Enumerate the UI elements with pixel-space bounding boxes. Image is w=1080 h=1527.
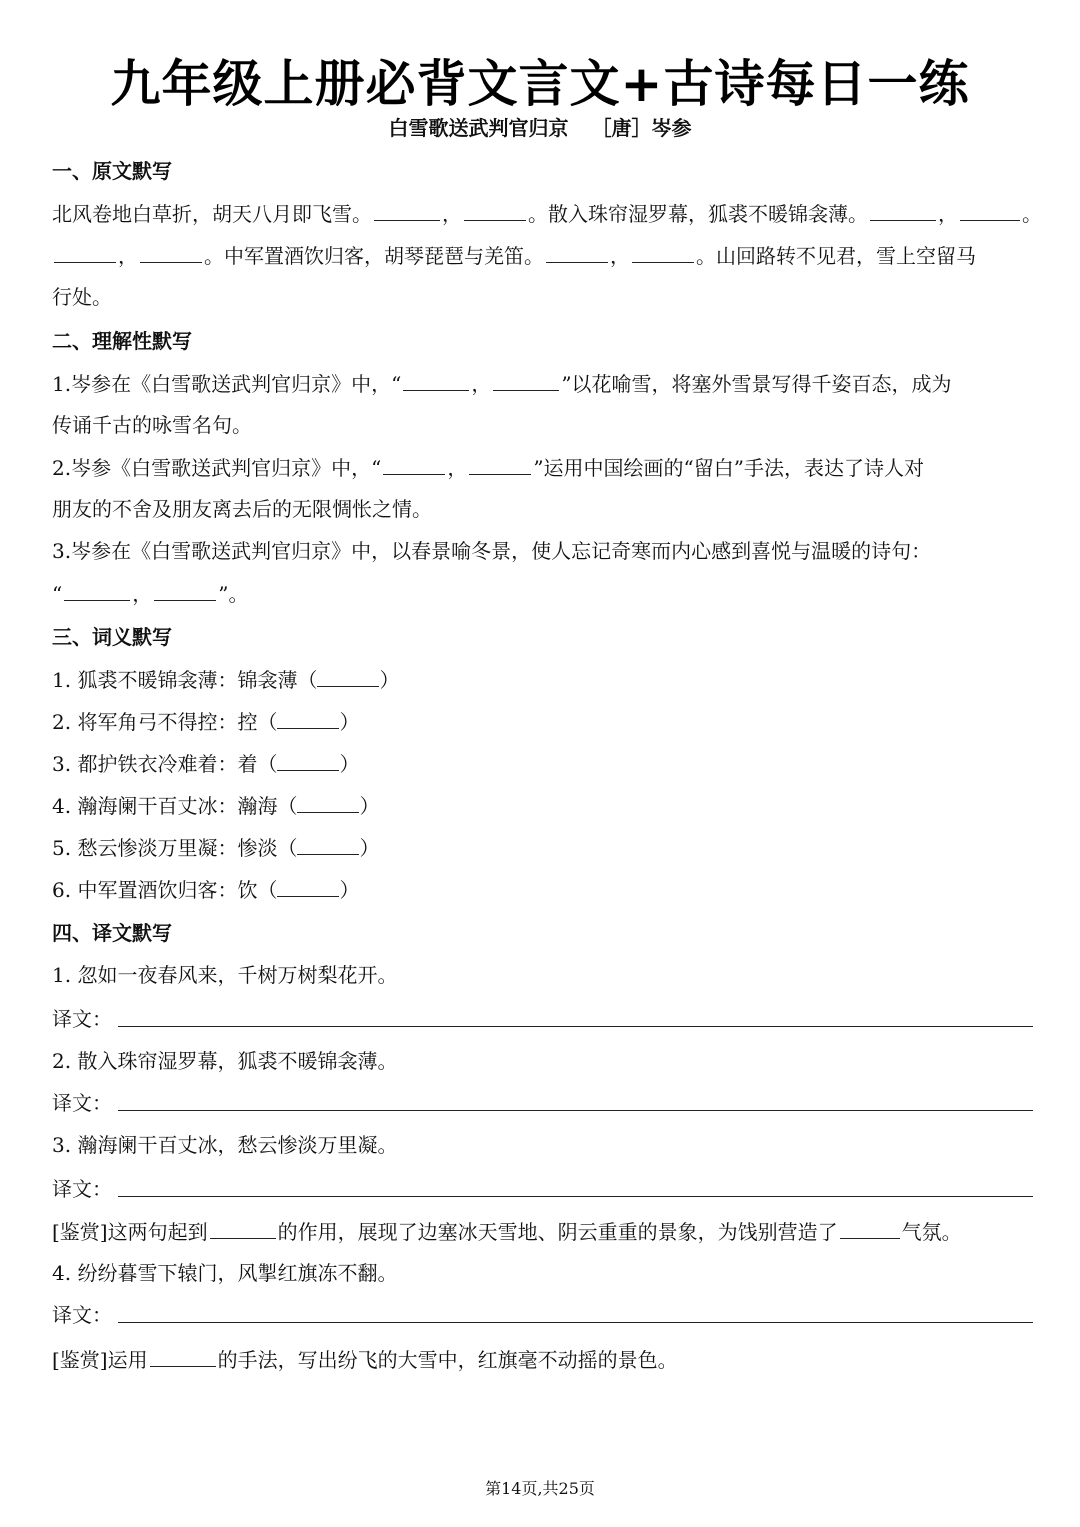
punct: ，	[610, 244, 630, 268]
translation-answer-line[interactable]	[118, 1322, 1033, 1323]
punct: ，	[447, 456, 468, 480]
section-heading-1: 一、原文默写	[52, 159, 172, 183]
appreciation-text: [鉴赏]这两句起到	[52, 1220, 208, 1244]
blank-field[interactable]	[632, 240, 694, 263]
blank-field[interactable]	[383, 452, 445, 475]
poem-author: ［唐］岑参	[591, 116, 692, 140]
punct: ，	[118, 244, 138, 268]
blank-field[interactable]	[277, 748, 339, 771]
vocab-item	[52, 790, 1037, 821]
blank-field[interactable]	[403, 368, 469, 391]
vocab-item	[52, 706, 1037, 737]
blank-field[interactable]	[297, 832, 359, 855]
question-text: ”以花喻雪，将塞外雪景写得千姿百态，成为	[561, 372, 952, 396]
punct: ，	[132, 582, 153, 606]
translation-sentence-1: 1. 忽如一夜春风来，千树万树梨花开。	[52, 963, 398, 987]
translation-answer-line[interactable]	[118, 1026, 1033, 1027]
translation-label: 译文：	[52, 1177, 112, 1201]
section-heading-4: 四、译文默写	[52, 921, 172, 945]
blank-field[interactable]	[546, 240, 608, 263]
punct: ）	[359, 794, 380, 818]
blank-field[interactable]	[154, 578, 216, 601]
vocab-text: 6. 中军置酒饮归客：饮（	[52, 878, 278, 902]
vocab-text: 2. 将军角弓不得控：控（	[52, 710, 278, 734]
question-text: 1.岑参在《白雪歌送武判官归京》中，“	[52, 372, 402, 396]
punct: ）	[339, 878, 360, 902]
section2-q1	[52, 368, 1037, 399]
blank-field[interactable]	[277, 874, 339, 897]
section1-text: 。散入珠帘湿罗幕，狐裘不暖锦衾薄。	[528, 202, 868, 226]
punct: ，	[471, 372, 492, 396]
punct: ）	[339, 752, 360, 776]
vocab-item	[52, 748, 1037, 779]
blank-field[interactable]	[150, 1344, 216, 1367]
vocab-text: 5. 愁云惨淡万里凝：惨淡（	[52, 836, 298, 860]
blank-field[interactable]	[870, 198, 936, 221]
vocab-text: 4. 瀚海阑干百丈冰：瀚海（	[52, 794, 298, 818]
blank-field[interactable]	[469, 452, 531, 475]
page-title: 九年级上册必背文言文+古诗每日一练	[110, 55, 970, 113]
poem-title: 白雪歌送武判官归京	[388, 116, 569, 140]
section-heading-2: 二、理解性默写	[52, 329, 192, 353]
blank-field[interactable]	[210, 1216, 276, 1239]
section2-q3-answer	[52, 578, 1037, 609]
punct: 。	[1022, 202, 1042, 226]
blank-field[interactable]	[374, 198, 440, 221]
section2-q2-cont: 朋友的不舍及朋友离去后的无限惆怅之情。	[52, 497, 432, 521]
section1-line-1	[52, 198, 1042, 229]
blank-field[interactable]	[840, 1216, 900, 1239]
vocab-item	[52, 874, 1037, 905]
page-number: 第14页,共25页	[485, 1479, 595, 1498]
translation-answer-line[interactable]	[118, 1196, 1033, 1197]
punct: ）	[379, 668, 400, 692]
translation-label: 译文：	[52, 1007, 112, 1031]
punct: ”。	[218, 582, 249, 606]
blank-field[interactable]	[277, 706, 339, 729]
section2-q2	[52, 452, 1037, 483]
translation-label: 译文：	[52, 1303, 112, 1327]
translation-label: 译文：	[52, 1091, 112, 1115]
question-text: ”运用中国绘画的“留白”手法，表达了诗人对	[533, 456, 924, 480]
appreciation-text: 气氛。	[901, 1220, 962, 1244]
punct: ）	[339, 710, 360, 734]
section1-text: 北风卷地白草折，胡天八月即飞雪。	[52, 202, 372, 226]
vocab-item	[52, 832, 1037, 863]
section1-text: 。山回路转不见君，雪上空留马	[696, 244, 976, 268]
translation-answer-line[interactable]	[118, 1110, 1033, 1111]
blank-field[interactable]	[493, 368, 559, 391]
blank-field[interactable]	[464, 198, 526, 221]
poem-heading	[0, 114, 1080, 142]
blank-field[interactable]	[64, 578, 130, 601]
translation-sentence-4: 4. 纷纷暮雪下辕门，风掣红旗冻不翻。	[52, 1261, 398, 1285]
vocab-item	[52, 664, 1037, 695]
appreciation-4	[52, 1344, 1037, 1375]
vocab-text: 1. 狐裘不暖锦衾薄：锦衾薄（	[52, 668, 318, 692]
question-text: 2.岑参《白雪歌送武判官归京》中，“	[52, 456, 382, 480]
section1-line-2	[52, 240, 1037, 271]
section1-text: 。中军置酒饮归客，胡琴琵琶与羌笛。	[204, 244, 544, 268]
blank-field[interactable]	[54, 240, 116, 263]
translation-sentence-2: 2. 散入珠帘湿罗幕，狐裘不暖锦衾薄。	[52, 1049, 398, 1073]
appreciation-text: [鉴赏]运用	[52, 1348, 148, 1372]
blank-field[interactable]	[140, 240, 202, 263]
vocab-text: 3. 都护铁衣冷难着：着（	[52, 752, 278, 776]
punct: ，	[938, 202, 958, 226]
punct: ，	[442, 202, 462, 226]
translation-sentence-3: 3. 瀚海阑干百丈冰，愁云惨淡万里凝。	[52, 1133, 398, 1157]
punct: “	[52, 582, 63, 606]
appreciation-text: 的作用，展现了边塞冰天雪地、阴云重重的景象，为饯别营造了	[277, 1220, 838, 1244]
blank-field[interactable]	[297, 790, 359, 813]
section2-q3: 3.岑参在《白雪歌送武判官归京》中，以春景喻冬景，使人忘记奇寒而内心感到喜悦与温暖的诗句：	[52, 539, 932, 563]
punct: ）	[359, 836, 380, 860]
appreciation-text: 的手法，写出纷飞的大雪中，红旗毫不动摇的景色。	[217, 1348, 678, 1372]
appreciation-3	[52, 1216, 1037, 1247]
blank-field[interactable]	[317, 664, 379, 687]
section2-q1-cont: 传诵千古的咏雪名句。	[52, 413, 252, 437]
blank-field[interactable]	[960, 198, 1020, 221]
section1-line-3: 行处。	[52, 285, 112, 309]
section-heading-3: 三、词义默写	[52, 625, 172, 649]
